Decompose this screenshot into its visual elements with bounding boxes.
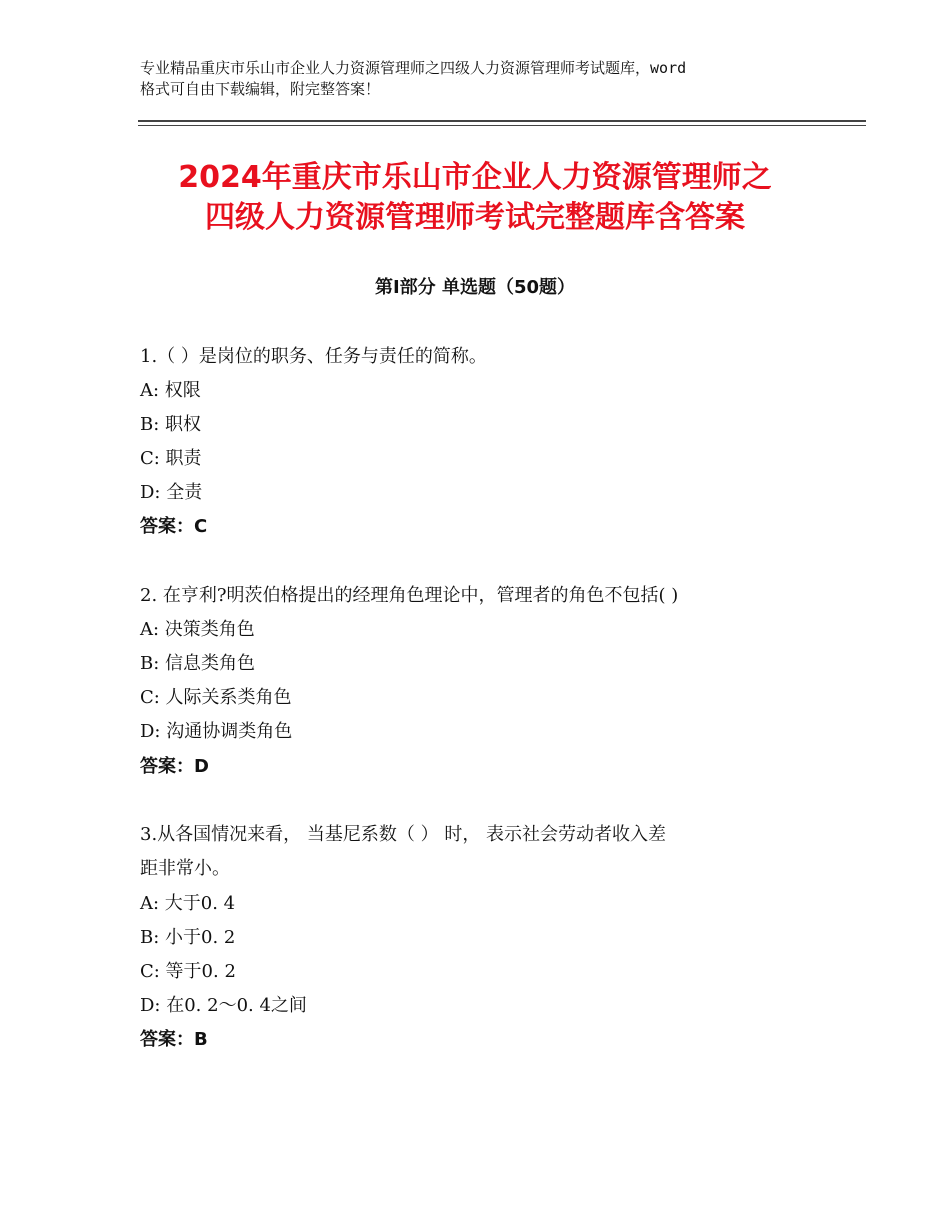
question-3-answer: 答案：B [140, 1029, 208, 1050]
question-3-stem-line-2: 距非常小。 [140, 858, 230, 879]
question-2-stem: 2. 在亨利?明茨伯格提出的经理角色理论中，管理者的角色不包括( ) [140, 585, 679, 606]
question-3-option-c: C: 等于0. 2 [140, 961, 236, 982]
header-note-line-1: 专业精品重庆市乐山市企业人力资源管理师之四级人力资源管理师考试题库，word [140, 59, 687, 77]
document-title [100, 158, 850, 238]
question-1-option-a: A: 权限 [140, 380, 201, 401]
question-3-option-b: B: 小于0. 2 [140, 927, 236, 948]
question-1-answer: 答案：C [140, 516, 208, 537]
question-1-option-d: D: 全责 [140, 482, 203, 503]
document-title-line-1: 2024年重庆市乐山市企业人力资源管理师之 [178, 160, 772, 195]
header-note-line-2: 格式可自由下载编辑，附完整答案！ [140, 80, 381, 98]
question-3-stem-line-1: 3.从各国情况来看， 当基尼系数（ ） 时， 表示社会劳动者收入差 [140, 824, 667, 845]
question-2-answer: 答案：D [140, 756, 209, 777]
question-1-option-c: C: 职责 [140, 448, 202, 469]
question-1-option-b: B: 职权 [140, 414, 202, 435]
header-divider-thick [138, 120, 866, 122]
section-title: 第Ⅰ部分 单选题（50题） [374, 277, 575, 298]
question-3-option-a: A: 大于0. 4 [140, 893, 236, 914]
question-1-stem: 1.（ ）是岗位的职务、任务与责任的简称。 [140, 346, 487, 367]
question-2-option-c: C: 人际关系类角色 [140, 687, 292, 708]
question-2-option-a: A: 决策类角色 [140, 619, 255, 640]
document-title-line-2: 四级人力资源管理师考试完整题库含答案 [205, 200, 745, 235]
question-2-option-d: D: 沟通协调类角色 [140, 721, 293, 742]
question-2-option-b: B: 信息类角色 [140, 653, 256, 674]
header-divider-thin [138, 125, 866, 126]
question-3-option-d: D: 在0. 2～0. 4之间 [140, 995, 307, 1016]
header-note [140, 58, 830, 100]
